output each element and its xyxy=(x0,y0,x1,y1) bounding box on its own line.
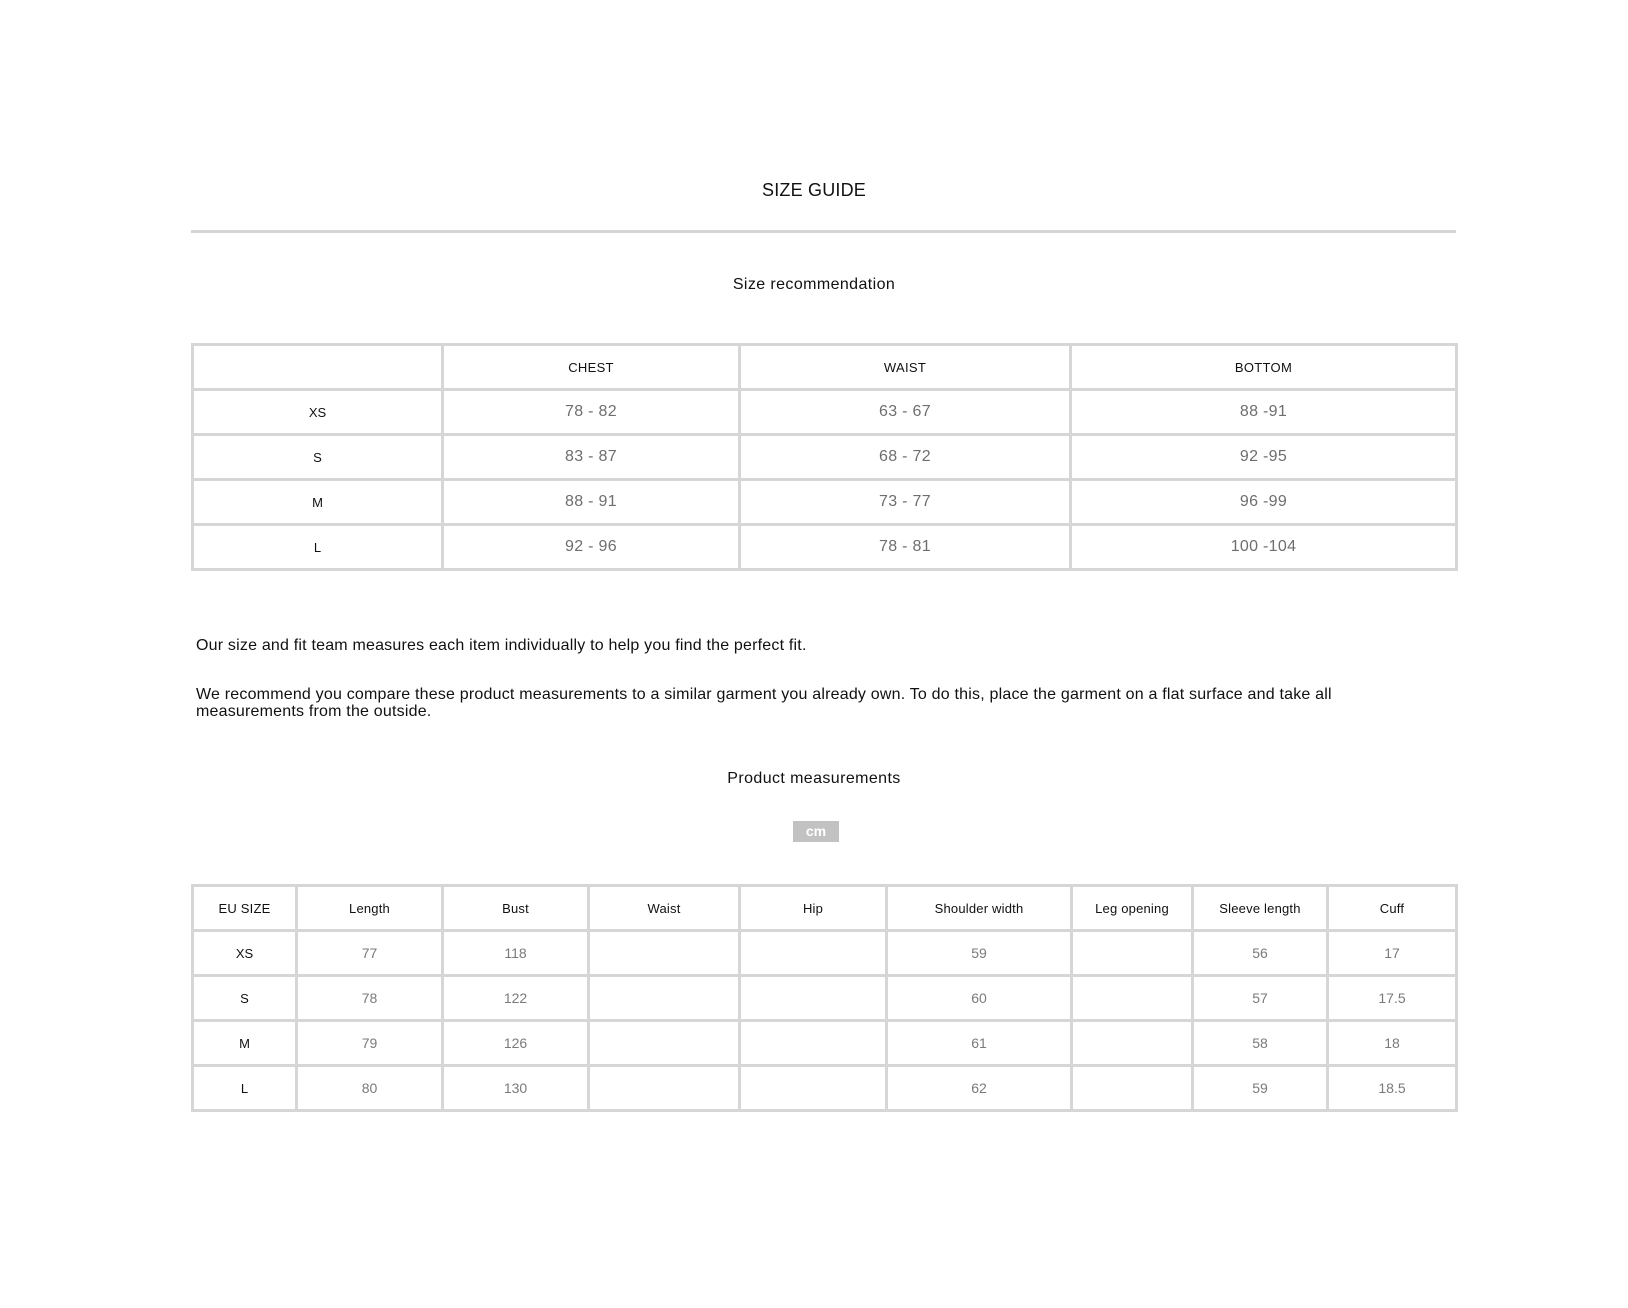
hip-value xyxy=(740,976,887,1021)
table-row xyxy=(193,1021,1457,1066)
column-header-bust: Bust xyxy=(443,886,589,931)
sleeve-length-value: 57 xyxy=(1193,976,1328,1021)
length-value: 78 xyxy=(297,976,443,1021)
length-value: 80 xyxy=(297,1066,443,1111)
chest-value: 88 - 91 xyxy=(443,480,740,525)
cuff-value: 18.5 xyxy=(1328,1066,1457,1111)
waist-value xyxy=(589,1021,740,1066)
table-row xyxy=(193,390,1457,435)
bottom-value: 100 -104 xyxy=(1071,525,1457,570)
waist-value: 63 - 67 xyxy=(740,390,1071,435)
table-row xyxy=(193,435,1457,480)
column-header-hip: Hip xyxy=(740,886,887,931)
cuff-value: 17.5 xyxy=(1328,976,1457,1021)
shoulder-width-value: 59 xyxy=(887,931,1072,976)
waist-value xyxy=(589,1066,740,1111)
bust-value: 118 xyxy=(443,931,589,976)
chest-value: 83 - 87 xyxy=(443,435,740,480)
column-header-sleeve-length: Sleeve length xyxy=(1193,886,1328,931)
bottom-value: 92 -95 xyxy=(1071,435,1457,480)
sleeve-length-value: 56 xyxy=(1193,931,1328,976)
length-value: 77 xyxy=(297,931,443,976)
column-header-eu-size: EU SIZE xyxy=(193,886,297,931)
bust-value: 122 xyxy=(443,976,589,1021)
waist-value: 68 - 72 xyxy=(740,435,1071,480)
chest-value: 78 - 82 xyxy=(443,390,740,435)
leg-opening-value xyxy=(1072,1066,1193,1111)
leg-opening-value xyxy=(1072,931,1193,976)
column-header-shoulder-width: Shoulder width xyxy=(887,886,1072,931)
leg-opening-value xyxy=(1072,976,1193,1021)
bust-value: 130 xyxy=(443,1066,589,1111)
shoulder-width-value: 61 xyxy=(887,1021,1072,1066)
measurement-recommendation-note: We recommend you compare these product measurements to a similar garment you already own. To do this, place the garment on a flat surface and take all measurements from the outside. xyxy=(196,686,1332,720)
waist-value xyxy=(589,976,740,1021)
shoulder-width-value: 60 xyxy=(887,976,1072,1021)
table-row xyxy=(193,976,1457,1021)
hip-value xyxy=(740,1066,887,1111)
table-header-row xyxy=(193,886,1457,931)
size-label: S xyxy=(193,435,443,480)
size-label: M xyxy=(193,1021,297,1066)
leg-opening-value xyxy=(1072,1021,1193,1066)
shoulder-width-value: 62 xyxy=(887,1066,1072,1111)
cuff-value: 18 xyxy=(1328,1021,1457,1066)
bust-value: 126 xyxy=(443,1021,589,1066)
waist-value xyxy=(589,931,740,976)
bottom-value: 96 -99 xyxy=(1071,480,1457,525)
column-header-bottom: BOTTOM xyxy=(1071,345,1457,390)
column-header-waist: Waist xyxy=(589,886,740,931)
table-row xyxy=(193,525,1457,570)
size-label: XS xyxy=(193,390,443,435)
hip-value xyxy=(740,931,887,976)
size-label: L xyxy=(193,525,443,570)
bottom-value: 88 -91 xyxy=(1071,390,1457,435)
chest-value: 92 - 96 xyxy=(443,525,740,570)
cuff-value: 17 xyxy=(1328,931,1457,976)
sleeve-length-value: 58 xyxy=(1193,1021,1328,1066)
waist-value: 78 - 81 xyxy=(740,525,1071,570)
product-measurements-heading: Product measurements xyxy=(727,770,901,787)
size-label: S xyxy=(193,976,297,1021)
length-value: 79 xyxy=(297,1021,443,1066)
column-header-cuff: Cuff xyxy=(1328,886,1457,931)
size-label: XS xyxy=(193,931,297,976)
column-header xyxy=(193,345,443,390)
size-recommendation-table xyxy=(191,343,1458,571)
table-header-row xyxy=(193,345,1457,390)
table-row xyxy=(193,1066,1457,1111)
column-header-waist: WAIST xyxy=(740,345,1071,390)
column-header-leg-opening: Leg opening xyxy=(1072,886,1193,931)
title-divider xyxy=(191,230,1456,233)
product-measurements-table xyxy=(191,884,1458,1112)
size-label: L xyxy=(193,1066,297,1111)
unit-toggle-cm[interactable]: cm xyxy=(793,821,839,842)
fit-team-note: Our size and fit team measures each item individually to help you find the perfect fit. xyxy=(196,637,807,654)
page-title: SIZE GUIDE xyxy=(761,180,866,200)
hip-value xyxy=(740,1021,887,1066)
waist-value: 73 - 77 xyxy=(740,480,1071,525)
column-header-chest: CHEST xyxy=(443,345,740,390)
table-row xyxy=(193,480,1457,525)
sleeve-length-value: 59 xyxy=(1193,1066,1328,1111)
size-label: M xyxy=(193,480,443,525)
table-row xyxy=(193,931,1457,976)
column-header-length: Length xyxy=(297,886,443,931)
size-recommendation-heading: Size recommendation xyxy=(732,276,896,293)
